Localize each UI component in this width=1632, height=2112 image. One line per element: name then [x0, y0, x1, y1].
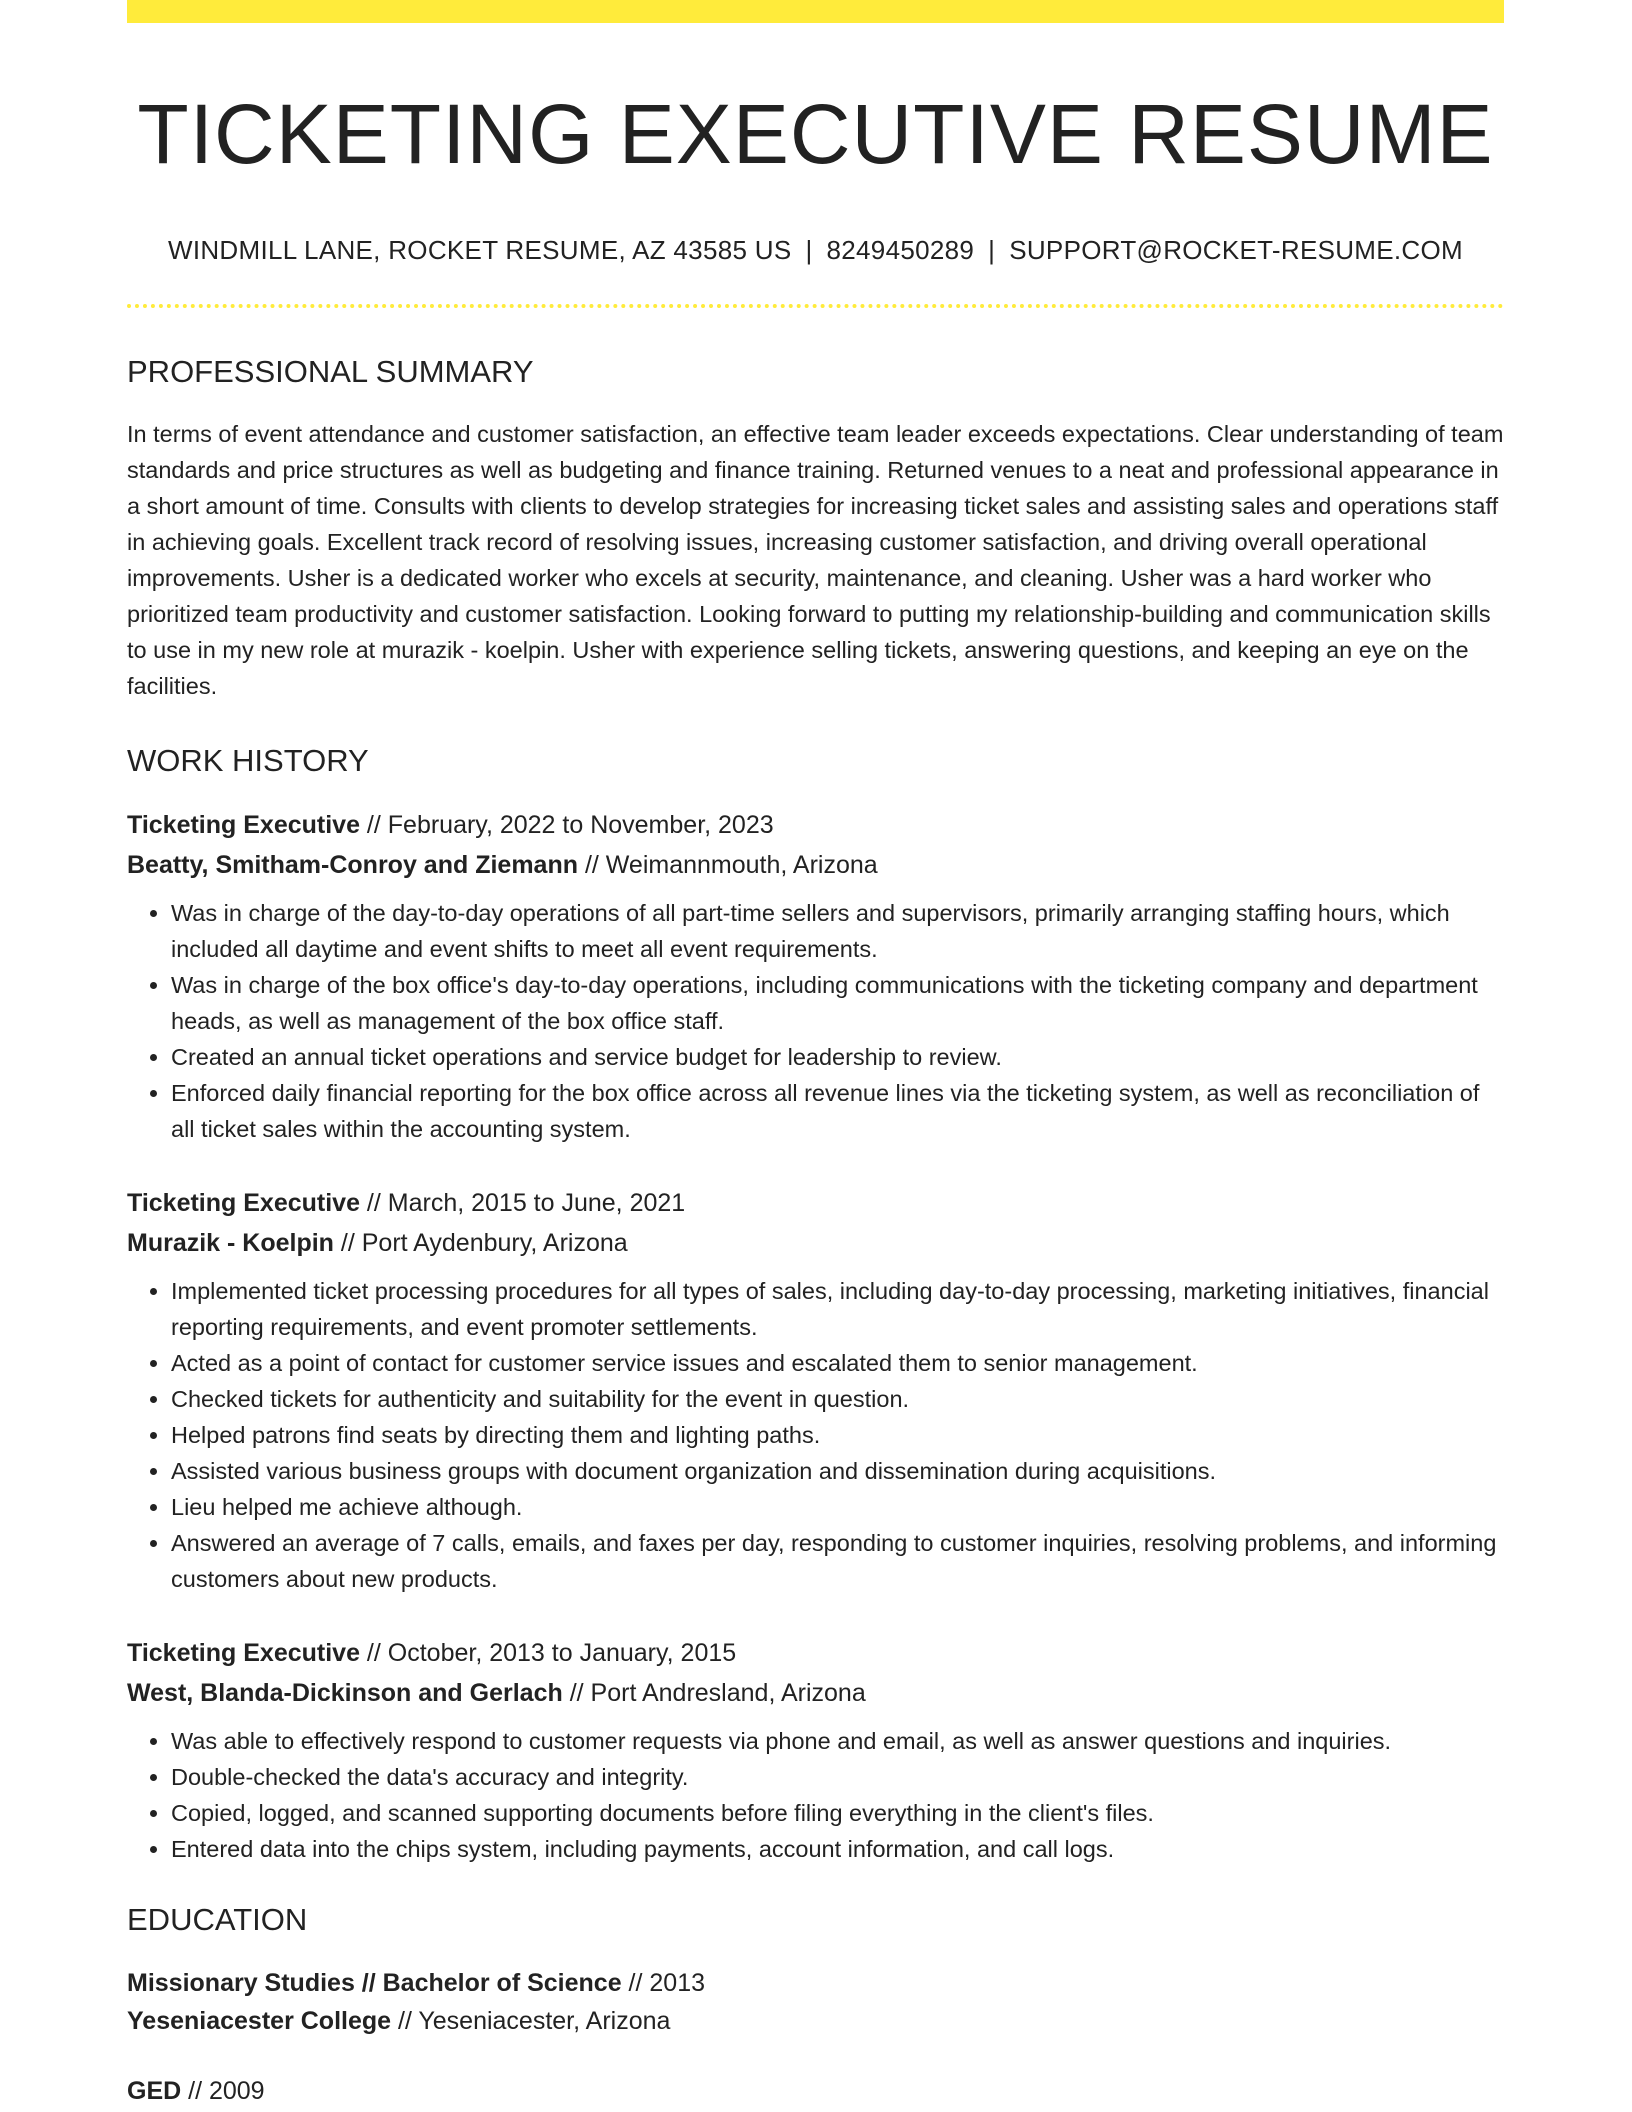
list-item: • Was in charge of the day-to-day operations of all part-time sellers and supervisors, primarily arranging staffing hours, which included all daytime and event shifts to meet all event requirements.	[171, 895, 1504, 967]
list-item: • Created an annual ticket operations and service budget for leadership to review.	[171, 1039, 1504, 1075]
education-school-line	[127, 2002, 1504, 2040]
top-accent-bar	[127, 0, 1504, 23]
education-entry	[127, 2072, 1504, 2110]
job-company: Murazik - Koelpin	[127, 1228, 334, 1257]
education-degree-line	[127, 1964, 1504, 2002]
job-company: West, Blanda-Dickinson and Gerlach	[127, 1678, 563, 1707]
job-company-line	[127, 1673, 1504, 1713]
education-location: // Yeseniacester, Arizona	[391, 2007, 671, 2036]
job-title: Ticketing Executive	[127, 1638, 360, 1667]
job-title: Ticketing Executive	[127, 1188, 360, 1217]
summary-text: In terms of event attendance and customer satisfaction, an effective team leader exceeds expectations. Clear understanding of team standards and price structures as well as budgeting and finance training. Returned venues to a neat and professional appearance in a short amount of time. Consults with clients to develop strategies for increasing ticket sales and assisting sales and operations staff in achieving goals. Excellent track record of resolving issues, increasing customer satisfaction, and driving overall operational improvements. Usher is a dedicated worker who excels at security, maintenance, and cleaning. Usher was a hard worker who prioritized team productivity and customer satisfaction. Looking forward to putting my relationship-building and communication skills to use in my new role at murazik - koelpin. Usher with experience selling tickets, answering questions, and keeping an eye on the facilities.	[127, 420, 1504, 699]
contact-separator: |	[805, 234, 813, 265]
job-title-line	[127, 805, 1504, 845]
job-entry	[127, 1633, 1504, 1867]
list-item: • Lieu helped me achieve although.	[171, 1489, 1504, 1525]
education-heading: EDUCATION	[127, 1901, 308, 1937]
job-dates: // October, 2013 to January, 2015	[359, 1638, 737, 1667]
job-location: // Port Aydenbury, Arizona	[333, 1228, 628, 1257]
list-item: • Copied, logged, and scanned supporting documents before filing everything in the client's files.	[171, 1795, 1504, 1831]
job-title-line	[127, 1183, 1504, 1223]
list-item: • Double-checked the data's accuracy and integrity.	[171, 1759, 1504, 1795]
education-degree-line	[127, 2072, 1504, 2110]
job-company: Beatty, Smitham-Conroy and Ziemann	[127, 850, 578, 879]
contact-separator: |	[988, 234, 996, 265]
job-location: // Weimannmouth, Arizona	[578, 850, 878, 879]
education-year: // 2013	[621, 1969, 706, 1998]
education-school: Yeseniacester College	[127, 2007, 392, 2036]
job-company-line	[127, 1223, 1504, 1263]
contact-line	[127, 235, 1504, 266]
job-bullets	[127, 1723, 1504, 1867]
list-item: • Helped patrons find seats by directing them and lighting paths.	[171, 1417, 1504, 1453]
job-dates: // February, 2022 to November, 2023	[359, 810, 774, 839]
job-entry	[127, 1183, 1504, 1597]
resume-title: TICKETING EXECUTIVE RESUME	[137, 87, 1494, 181]
resume-page	[127, 0, 1504, 2110]
header-divider	[127, 304, 1504, 308]
contact-phone: 8249450289	[826, 234, 975, 265]
job-location: // Port Andresland, Arizona	[562, 1678, 866, 1707]
list-item: • Answered an average of 7 calls, emails, and faxes per day, responding to customer inquiries, resolving problems, and informing customers about new products.	[171, 1525, 1504, 1597]
job-company-line	[127, 845, 1504, 885]
list-item: • Acted as a point of contact for customer service issues and escalated them to senior management.	[171, 1345, 1504, 1381]
job-title: Ticketing Executive	[127, 810, 360, 839]
work-history-heading: WORK HISTORY	[127, 742, 369, 778]
job-bullets	[127, 895, 1504, 1147]
summary-heading: PROFESSIONAL SUMMARY	[127, 353, 534, 389]
education-year: // 2009	[181, 2077, 265, 2106]
job-title-line	[127, 1633, 1504, 1673]
list-item: • Entered data into the chips system, including payments, account information, and call logs.	[171, 1831, 1504, 1867]
list-item: • Enforced daily financial reporting for the box office across all revenue lines via the ticketing system, as well as reconciliation of all ticket sales within the accounting system.	[171, 1075, 1504, 1147]
list-item: • Implemented ticket processing procedures for all types of sales, including day-to-day processing, marketing initiatives, financial reporting requirements, and event promoter settlements.	[171, 1273, 1504, 1345]
list-item: • Assisted various business groups with document organization and dissemination during acquisitions.	[171, 1453, 1504, 1489]
job-entry	[127, 805, 1504, 1147]
list-item: • Was in charge of the box office's day-to-day operations, including communications with the ticketing company and department heads, as well as management of the box office staff.	[171, 967, 1504, 1039]
education-degree: GED	[127, 2077, 182, 2106]
education-entry	[127, 1964, 1504, 2040]
contact-address: WINDMILL LANE, ROCKET RESUME, AZ 43585 US	[167, 234, 792, 265]
list-item: • Checked tickets for authenticity and suitability for the event in question.	[171, 1381, 1504, 1417]
job-dates: // March, 2015 to June, 2021	[359, 1188, 686, 1217]
list-item: • Was able to effectively respond to customer requests via phone and email, as well as answer questions and inquiries.	[171, 1723, 1504, 1759]
contact-email: SUPPORT@ROCKET-RESUME.COM	[1009, 234, 1463, 265]
education-degree: Missionary Studies // Bachelor of Science	[127, 1969, 622, 1998]
job-bullets	[127, 1273, 1504, 1597]
